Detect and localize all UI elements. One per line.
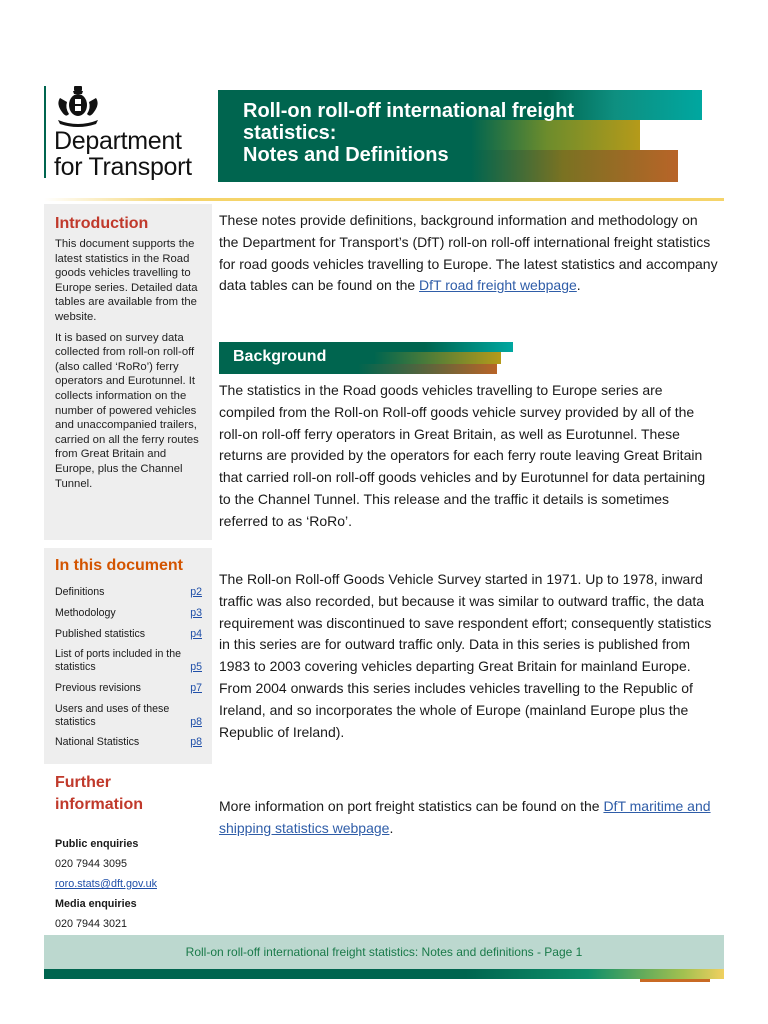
introduction-box: [44, 204, 212, 540]
contents-list: [55, 586, 202, 749]
intro-paragraph-text: These notes provide definitions, background information and methodology on the Department for Transport’s (DfT) roll-on roll-off international freight statistics for road goods vehicles travelling to Europe. The latest statistics and accompany data tables can be found on the: [219, 212, 718, 294]
further-information-box: [44, 764, 212, 930]
public-enquiries-phone: 020 7944 3095: [55, 858, 128, 870]
introduction-paragraph-2: It is based on survey data collected from roll-on roll-off (also called ‘RoRo’) ferry operators and Eurotunnel. It collects information on the number of powered vehicles and unaccompanied trailers, carried on all the ferry routes from Great Britain and Europe, plus the Channel Tunnel.: [55, 331, 199, 490]
contents-box: [44, 548, 212, 764]
toc-item-list-of-ports: [55, 648, 202, 674]
background-paragraph-1: The statistics in the Road goods vehicles travelling to Europe series are compiled from the Roll-on Roll-off goods vehicle survey provided by all of the roll-on roll-off ferry operators in Great Britain, as well as Eurotunnel. These returns are provided by the operators for each ferry route leaving Great Britain that carried roll-on roll-off goods vehicles and by Eurotunnel for data pertaining to the Channel Tunnel. This release and the traffic it details is sometimes referred to as ‘RoRo’.: [219, 382, 706, 529]
toc-item-published-statistics: [55, 628, 202, 641]
public-enquiries-label: Public enquiries: [55, 838, 139, 850]
title-line-3: Notes and Definitions: [243, 144, 449, 166]
toc-label: Methodology: [55, 606, 116, 619]
media-enquiries-label: Media enquiries: [55, 898, 137, 910]
footer-accent: [640, 979, 710, 982]
background-paragraph-2: The Roll-on Roll-off Goods Vehicle Survey started in 1971. Up to 1978, inward traffic was also recorded, but because it was similar to outward traffic, the data requirement was discontinued to save respondent effort; consequently statistics in this series are for outward traffic only. Data in this series is published from 1983 to 2003 covering vehicles departing Great Britain for mainland Europe. From 2004 onwards this series includes vehicles travelling to the Republic of Ireland, and so incorporates the whole of Europe (mainland Europe plus the Republic of Ireland).: [219, 571, 712, 740]
toc-label: Published statistics: [55, 627, 146, 640]
more-information-text: More information on port freight statistics can be found on the: [219, 798, 604, 814]
contact-details: [55, 834, 202, 934]
toc-page-link[interactable]: p8: [190, 715, 202, 728]
email-link[interactable]: roro.stats@dft.gov.uk: [55, 878, 157, 890]
toc-page-link[interactable]: p5: [190, 661, 202, 674]
toc-item-previous-revisions: [55, 682, 202, 695]
contents-heading: In this document: [55, 557, 183, 574]
more-information-end: .: [389, 819, 394, 836]
toc-label: List of ports included in the statistics: [55, 648, 182, 674]
introduction-heading: Introduction: [55, 215, 149, 232]
dept-line-2: for Transport: [54, 153, 192, 181]
media-enquiries-phone: 020 7944 3021: [55, 918, 128, 930]
toc-label: Previous revisions: [55, 681, 141, 694]
sidebar: [44, 204, 212, 930]
further-heading-line-1: Further: [55, 774, 111, 791]
intro-paragraph-end: .: [576, 277, 581, 294]
royal-crest-icon: [52, 84, 104, 128]
intro-paragraph: [219, 210, 719, 297]
footer: [44, 935, 724, 969]
toc-label: National Statistics: [55, 736, 140, 749]
maritime-statistics-link[interactable]: DfT maritime and shipping statistics webpage: [219, 798, 711, 836]
title-line-2: statistics:: [243, 122, 337, 144]
toc-item-definitions: [55, 586, 202, 599]
toc-page-link[interactable]: p4: [190, 627, 202, 640]
further-information-heading: [55, 772, 202, 816]
logo-rule: [44, 86, 46, 178]
dept-line-1: Department: [54, 127, 182, 155]
toc-page-link[interactable]: p3: [190, 606, 202, 619]
further-heading-line-2: information: [55, 796, 143, 813]
toc-item-users-and-uses: [55, 703, 202, 729]
department-name: [54, 128, 192, 180]
footer-text: Roll-on roll-off international freight statistics: Notes and definitions - Page 1: [185, 945, 583, 959]
toc-page-link[interactable]: p8: [190, 736, 202, 749]
header-divider: [44, 198, 724, 201]
toc-item-methodology: [55, 607, 202, 620]
toc-item-national-statistics: [55, 736, 202, 749]
footer-bar: [44, 969, 724, 979]
page-title: [243, 100, 683, 166]
title-line-1: Roll-on roll-off international freight: [243, 100, 575, 122]
introduction-paragraph-1: This document supports the latest statistics in the Road goods vehicles travelling to Europe series. Detailed data tables are available from the website.: [55, 238, 198, 323]
toc-page-link[interactable]: p2: [190, 586, 202, 598]
toc-page-link[interactable]: p7: [190, 681, 202, 694]
toc-label: Users and uses of these statistics: [55, 702, 170, 728]
background-heading: Background: [233, 348, 327, 365]
toc-label: Definitions: [55, 586, 105, 598]
more-information-paragraph: [219, 796, 719, 840]
road-freight-webpage-link[interactable]: DfT road freight webpage: [419, 277, 577, 294]
